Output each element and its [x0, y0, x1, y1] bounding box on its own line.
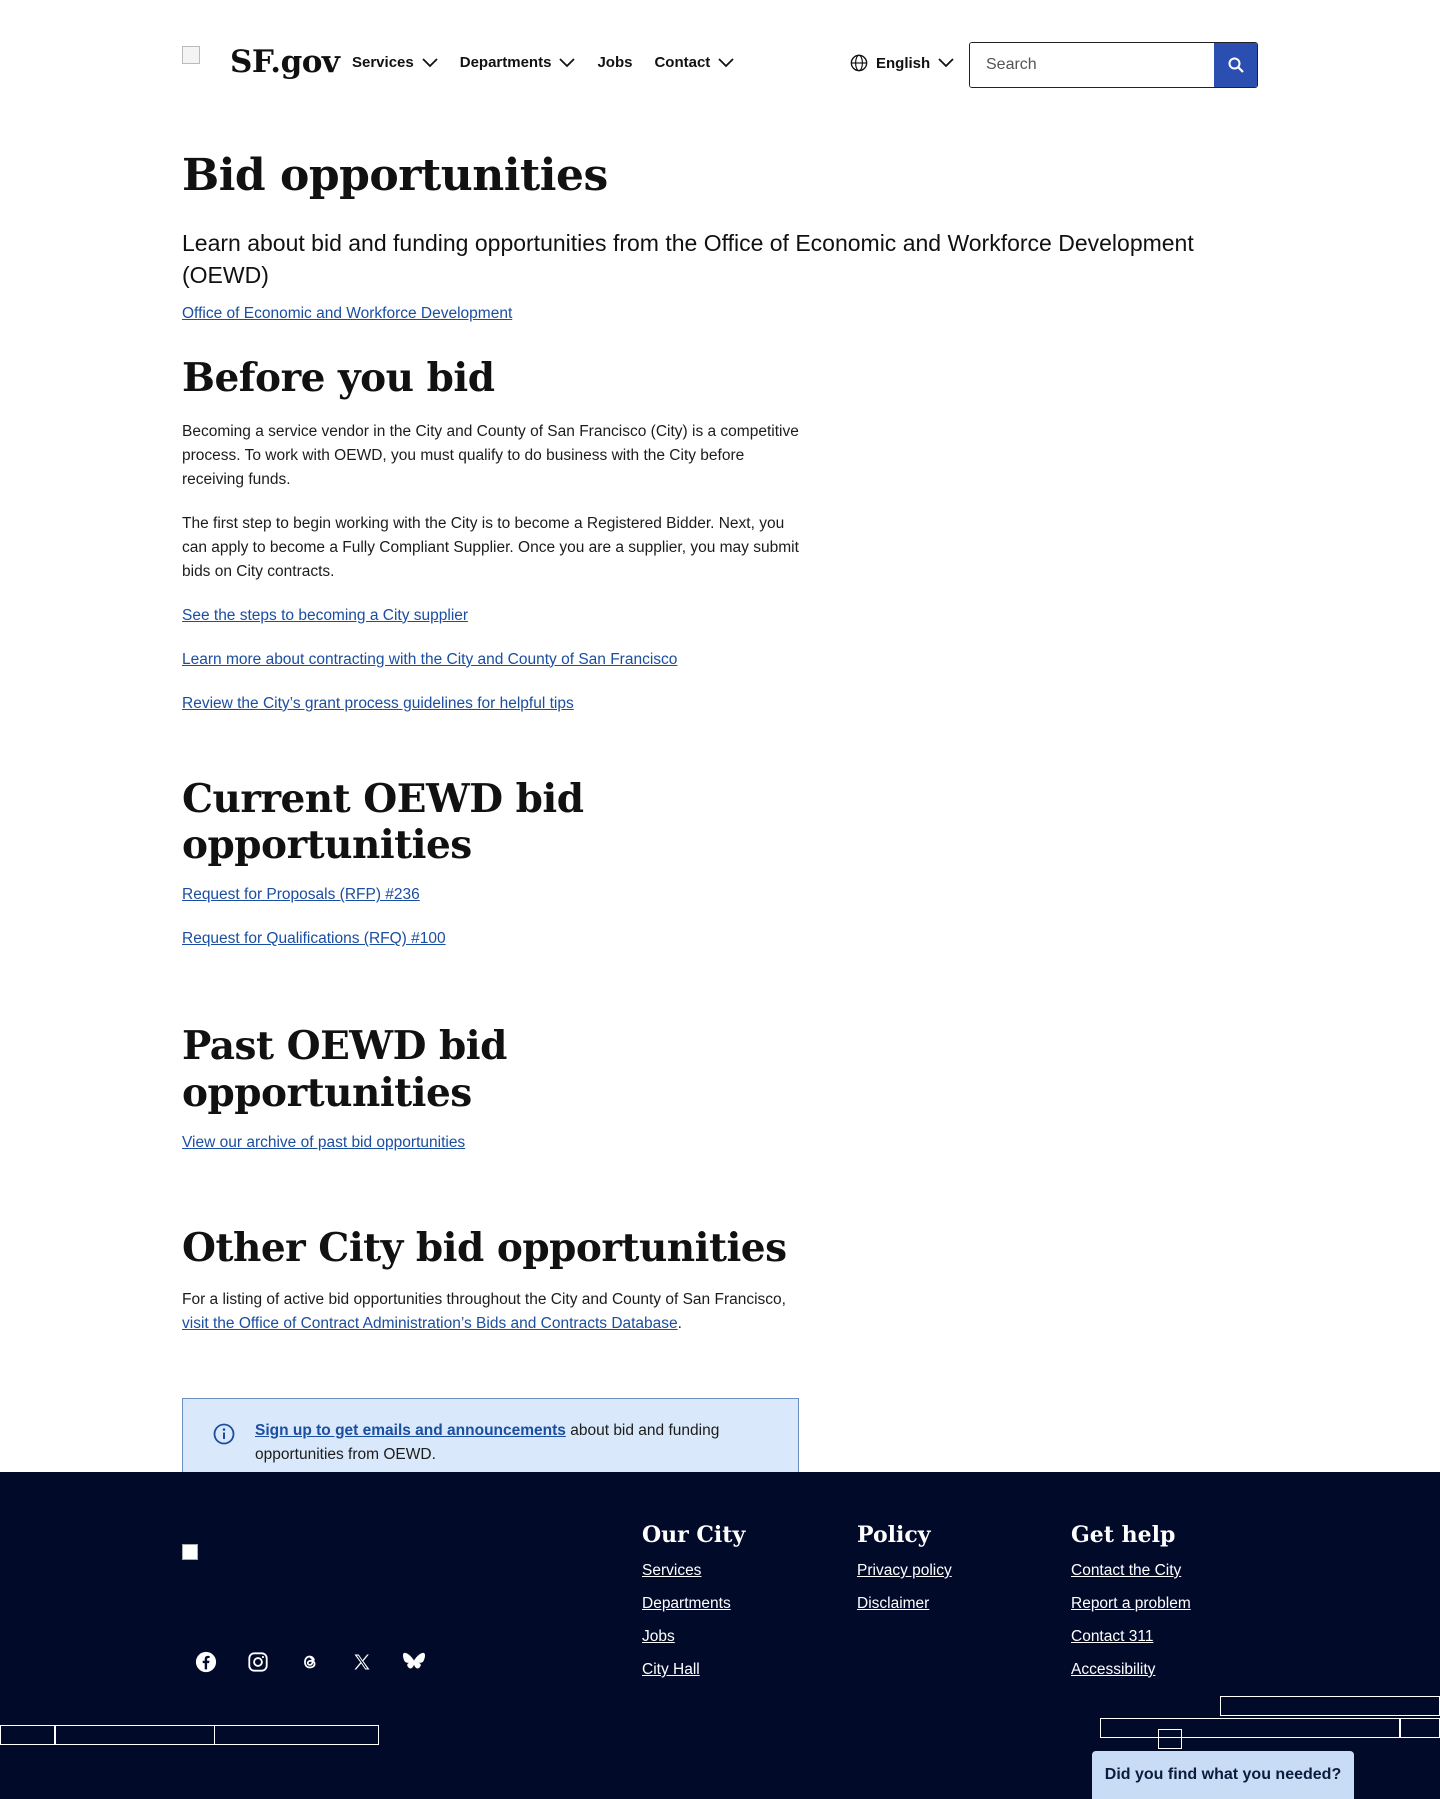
page-intro: Learn about bid and funding opportunities from the Office of Economic and Workforce Development (OEWD) [182, 229, 1194, 288]
search-box [969, 42, 1258, 88]
info-icon [213, 1423, 235, 1445]
contracts-database-link[interactable]: visit the Office of Contract Administration’s Bids and Contracts Database [182, 1314, 678, 1332]
footer-link-jobs[interactable]: Jobs [642, 1628, 675, 1645]
before-you-bid-heading: Before you bid [182, 354, 495, 401]
before-paragraph-1: Becoming a service vendor in the City and County of San Francisco (City) is a competitive process. To work with OEWD, you must qualify to do business with the City before receiving funds. [182, 422, 799, 488]
other-bids-text [182, 1288, 802, 1336]
other-bids-text-end: . [677, 1314, 682, 1332]
past-bids-heading: Past OEWD bid opportunities [182, 1023, 507, 1116]
footer-link-privacy[interactable]: Privacy policy [857, 1562, 952, 1579]
footer-heading-our-city: Our City [642, 1522, 746, 1548]
social-links [194, 1650, 426, 1674]
footer-col-our-city [642, 1522, 745, 1694]
site-footer [0, 1472, 1440, 1799]
supplier-steps-link[interactable]: See the steps to becoming a City supplier [182, 606, 469, 624]
broken-image-placeholder [1400, 1718, 1440, 1738]
department-link[interactable]: Office of Economic and Workforce Development [182, 304, 513, 322]
x-icon[interactable] [350, 1650, 374, 1674]
broken-image-placeholder [214, 1725, 379, 1745]
globe-icon [850, 54, 868, 72]
search-input[interactable] [970, 43, 1214, 87]
page-title: Bid opportunities [182, 150, 608, 201]
bluesky-icon[interactable] [402, 1650, 426, 1674]
logo-image[interactable] [182, 46, 200, 64]
other-bids-text-start: For a listing of active bid opportunities throughout the City and County of San Francisco, [182, 1290, 786, 1308]
language-selector[interactable] [850, 54, 954, 72]
main-content [182, 150, 1262, 1508]
footer-col-get-help [1071, 1522, 1191, 1694]
chevron-down-icon [422, 58, 438, 68]
nav-contact-label: Contact [654, 54, 711, 71]
nav-jobs-label: Jobs [597, 54, 633, 71]
nav-services-label: Services [352, 54, 414, 71]
broken-image-placeholder [55, 1725, 215, 1745]
grant-guidelines-link[interactable]: Review the City’s grant process guidelines for helpful tips [182, 694, 574, 712]
feedback-button[interactable]: Did you find what you needed? [1092, 1751, 1354, 1799]
footer-col-policy [857, 1522, 952, 1628]
instagram-icon[interactable] [246, 1650, 270, 1674]
nav-services[interactable] [352, 54, 438, 71]
footer-link-report-problem[interactable]: Report a problem [1071, 1595, 1191, 1612]
rfq-link[interactable]: Request for Qualifications (RFQ) #100 [182, 930, 446, 948]
current-bids-heading: Current OEWD bid opportunities [182, 775, 584, 869]
broken-image-placeholder [1220, 1696, 1440, 1716]
footer-link-city-hall[interactable]: City Hall [642, 1661, 700, 1678]
broken-image-placeholder [1100, 1718, 1400, 1738]
footer-heading-policy: Policy [857, 1522, 931, 1548]
site-logo-text[interactable]: SF.gov [230, 44, 340, 80]
rfp-link[interactable]: Request for Proposals (RFP) #236 [182, 886, 420, 904]
footer-link-departments[interactable]: Departments [642, 1595, 731, 1612]
nav-departments-label: Departments [459, 54, 552, 71]
language-label: English [876, 54, 931, 72]
footer-heading-get-help: Get help [1071, 1522, 1176, 1548]
main-nav [352, 54, 734, 71]
chevron-down-icon [938, 58, 954, 68]
footer-link-disclaimer[interactable]: Disclaimer [857, 1595, 930, 1612]
footer-logo-image[interactable] [182, 1544, 198, 1560]
chevron-down-icon [559, 58, 575, 68]
other-bids-heading: Other City bid opportunities [182, 1224, 787, 1271]
search-icon [1228, 57, 1244, 73]
nav-contact[interactable] [654, 54, 734, 71]
footer-link-services[interactable]: Services [642, 1562, 702, 1579]
nav-departments[interactable] [460, 54, 576, 71]
past-archive-link[interactable]: View our archive of past bid opportunities [182, 1133, 466, 1151]
site-header [0, 0, 1440, 130]
callout-text-rest: about bid and funding opportunities from OEWD. [255, 1421, 720, 1463]
broken-image-placeholder [1158, 1729, 1182, 1749]
signup-link[interactable]: Sign up to get emails and announcements [255, 1421, 566, 1439]
nav-jobs[interactable] [597, 54, 632, 71]
callout-text [255, 1419, 755, 1467]
footer-link-contact-city[interactable]: Contact the City [1071, 1562, 1182, 1579]
contracting-link[interactable]: Learn more about contracting with the City and County of San Francisco [182, 650, 678, 668]
before-paragraph-2: The first step to begin working with the City is to become a Registered Bidder. Next, you can apply to become a Fully Compliant Supplier. Once you are a supplier, you may submit bids on City contracts. [182, 514, 799, 580]
footer-link-accessibility[interactable]: Accessibility [1071, 1661, 1156, 1678]
broken-image-placeholder [0, 1725, 55, 1745]
threads-icon[interactable] [298, 1650, 322, 1674]
facebook-icon[interactable] [194, 1650, 218, 1674]
footer-link-contact-311[interactable]: Contact 311 [1071, 1628, 1154, 1645]
search-button[interactable] [1214, 43, 1257, 87]
chevron-down-icon [718, 58, 734, 68]
